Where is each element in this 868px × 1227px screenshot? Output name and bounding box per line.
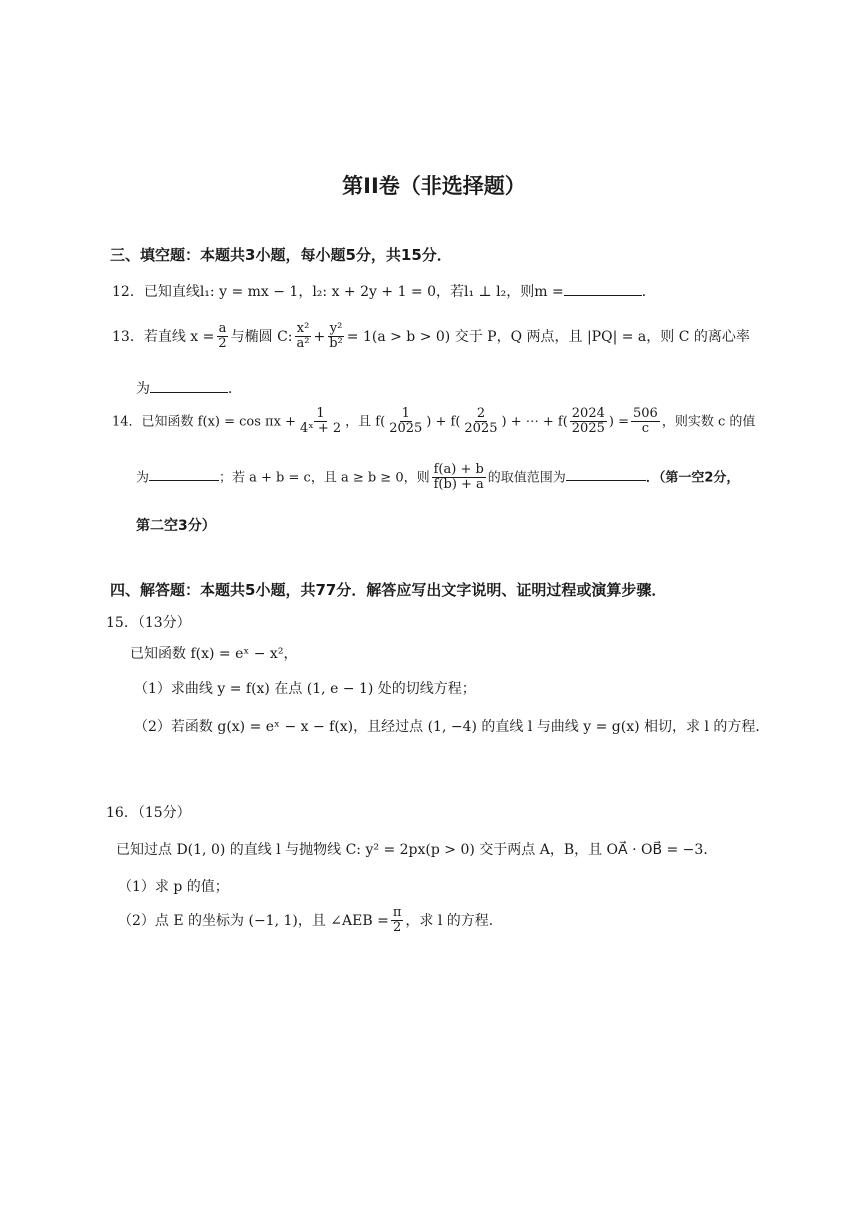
answer-blank [564,281,642,296]
question-text: ，则实数 c 的值 [661,414,756,430]
numerator: f(a) + b [433,462,484,477]
fraction [462,407,499,437]
denominator: 2 [218,336,227,352]
question-text: ) + ⋯ + f( [501,414,568,430]
question-14-line3: 第二空3分） [136,518,216,534]
question-13-line2 [136,378,242,398]
question-number: 14． [112,414,142,430]
question-text: ) = [608,414,629,430]
denominator: a² [296,336,310,352]
numerator: 2024 [571,406,605,421]
numerator: y² [329,321,343,336]
denominator: b² [329,336,343,352]
question-15-sub2: （2）若函数 g(x) = eˣ − x − f(x)，且经过点 (1, −4) 的直线 l 与曲线 y = g(x) 相切，求 l 的方程． [134,719,770,735]
numerator: 1 [401,406,410,421]
question-text: 为 [136,470,150,486]
denominator: 2025 [571,421,605,437]
question-text: 的取值范围为 [487,470,566,486]
denominator: 2 [392,920,402,936]
page-title: 第II卷（非选择题） [342,174,526,198]
question-text: 为 [136,381,150,397]
question-14 [112,407,755,437]
question-15-header: 15．（13分） [106,615,191,631]
answer-blank [566,466,646,481]
fraction [298,407,343,437]
question-text: 若直线 x = [143,328,215,345]
fraction [570,407,607,437]
scoring-note: ．（第一空2分， [645,470,740,486]
numerator: π [392,905,402,920]
fraction [295,322,312,352]
fraction [391,906,404,936]
denominator: 2025 [389,421,423,437]
numerator: 1 [316,406,325,421]
question-text: ，求 l 的方程． [405,912,503,929]
question-text: 已知直线l₁: y = mx − 1，l₂: x + 2y + 1 = 0，若l₁ ⊥ l₂，则m = [143,284,564,300]
question-text: ) + f( [426,414,461,430]
question-15-sub1: （1）求曲线 y = f(x) 在点 (1, e − 1) 处的切线方程； [134,681,476,697]
denominator: c [641,421,650,437]
plus-sign: + [313,328,326,345]
question-number: 13． [112,328,144,345]
fraction [216,322,228,352]
fraction [631,407,660,437]
numerator: a [218,321,227,336]
question-end: ． [641,284,656,300]
question-14-line2 [136,463,739,493]
question-text: ，且 f( [345,414,386,430]
numerator: 2 [476,406,486,421]
fraction [327,322,345,352]
fraction [432,463,486,493]
question-13 [112,322,750,352]
question-number: 12． [112,284,144,300]
question-end: ． [228,381,242,397]
denominator: 2025 [464,421,498,437]
fraction [387,407,424,437]
question-text: （2）点 E 的坐标为 (−1, 1)，且 ∠AEB = [118,912,389,929]
question-text: ；若 a + b = c，且 a ≥ b ≥ 0，则 [219,470,430,486]
question-16-sub2 [118,906,503,936]
answer-blank [150,378,228,393]
denominator: 4ˣ + 2 [299,421,342,437]
question-16-intro: 已知过点 D(1, 0) 的直线 l 与抛物线 C: y² = 2px(p > 0) 交于两点 A，B，且 OA⃗ · OB⃗ = −3． [116,842,718,858]
question-15-intro: 已知函数 f(x) = eˣ − x²， [130,646,298,662]
question-16-header: 16．（15分） [106,805,191,821]
question-16-sub1: （1）求 p 的值； [118,879,229,895]
section-4-heading: 四、解答题：本题共5小题，共77分．解答应写出文字说明、证明过程或演算步骤． [110,581,667,599]
section-3-heading: 三、填空题：本题共3小题，每小题5分，共15分． [110,246,452,264]
denominator: f(b) + a [433,477,484,493]
question-12 [112,281,656,301]
numerator: 506 [632,406,658,421]
question-text: 已知函数 f(x) = cos πx + [141,414,296,430]
numerator: x² [296,321,310,336]
question-text: 与椭圆 C: [230,328,293,345]
answer-blank [149,466,219,481]
question-text: = 1(a > b > 0) 交于 P，Q 两点，且 |PQ| = a，则 C 的离心率 [346,328,750,345]
